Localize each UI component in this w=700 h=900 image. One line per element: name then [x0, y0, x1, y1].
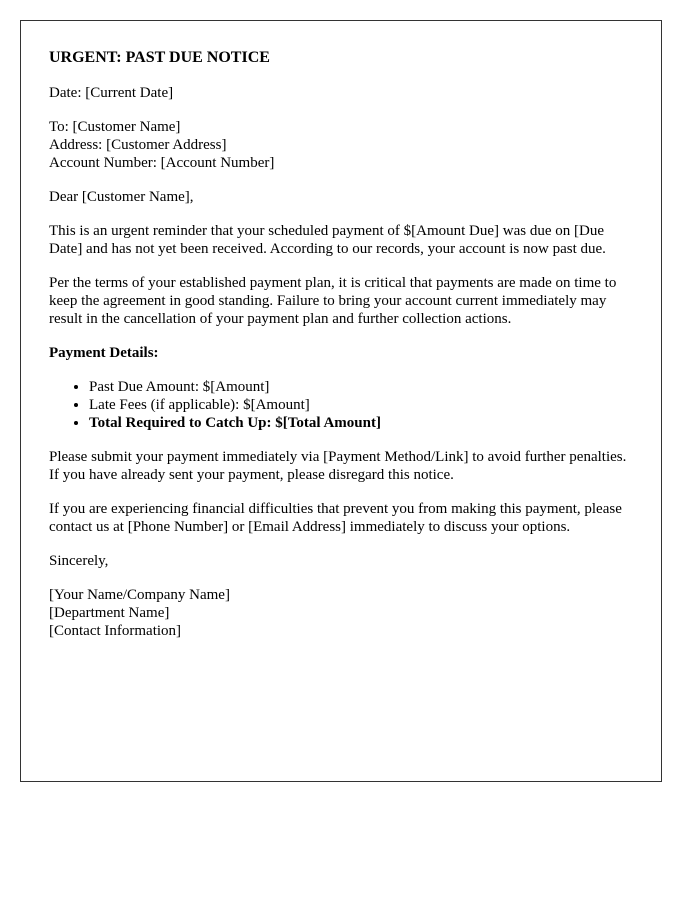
date-line: Date: [Current Date]: [49, 85, 174, 101]
payment-details-heading: Payment Details:: [49, 345, 159, 361]
past-due-amount-item: • Past Due Amount: $[Amount]: [89, 378, 633, 396]
signature-contact: [Contact Information]: [49, 623, 182, 639]
signature-block: [49, 586, 633, 640]
letter-title: URGENT: PAST DUE NOTICE: [49, 49, 270, 66]
past-due-notice-letter: [20, 20, 662, 782]
reminder-paragraph: This is an urgent reminder that your scheduled payment of $[Amount Due] was due on [Due Date] and has not yet been received. According to our records, your account is now past due.: [49, 223, 606, 257]
signoff: Sincerely,: [49, 553, 109, 569]
financial-difficulty-paragraph: If you are experiencing financial difficulties that prevent you from making this payment, please contact us at [Phone Number] or [Email Address] immediately to discuss your options.: [49, 501, 622, 535]
to-line: To: [Customer Name]: [49, 119, 181, 135]
terms-paragraph: Per the terms of your established payment plan, it is critical that payments are made on time to keep the agreement in good standing. Failure to bring your account current immediately may result in the cancellation of your payment plan and further collection actions.: [49, 275, 617, 327]
submit-payment-paragraph: Please submit your payment immediately via [Payment Method/Link] to avoid further penalties. If you have already sent your payment, please disregard this notice.: [49, 449, 627, 483]
signature-department: [Department Name]: [49, 605, 170, 621]
signature-name: [Your Name/Company Name]: [49, 587, 230, 603]
late-fees-item: • Late Fees (if applicable): $[Amount]: [89, 396, 633, 414]
payment-details-list: [49, 378, 633, 432]
address-line: Address: [Customer Address]: [49, 137, 227, 153]
total-required-item: • Total Required to Catch Up: $[Total Amount]: [89, 414, 633, 432]
account-line: Account Number: [Account Number]: [49, 155, 275, 171]
recipient-block: [49, 118, 633, 172]
salutation: Dear [Customer Name],: [49, 189, 194, 205]
